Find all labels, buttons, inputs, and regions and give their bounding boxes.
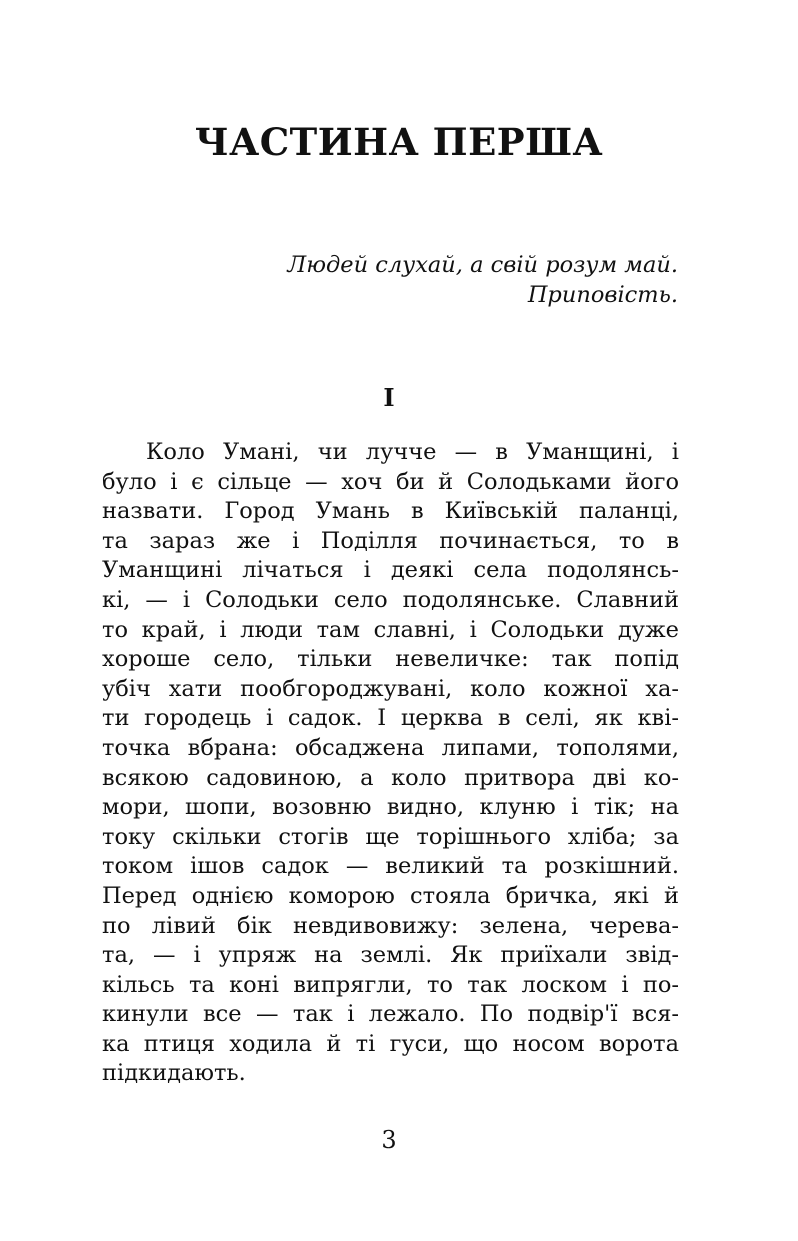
paragraph-line: кі, — і Солодьки село подолянське. Славний <box>102 586 679 613</box>
paragraph-line: ти городець і садок. І церква в селі, як кві- <box>102 705 679 732</box>
page-number: 3 <box>381 1126 397 1154</box>
paragraph-line: током ішов садок — великий та розкішний. <box>102 853 679 880</box>
epigraph <box>287 250 678 310</box>
paragraph-line: всякою садовиною, а коло притвора дві ко- <box>102 764 679 791</box>
paragraph-line: підкидають. <box>102 1060 246 1087</box>
chapter-number: I <box>383 383 395 412</box>
paragraph-line: хороше село, тільки невеличке: так попід <box>102 646 679 673</box>
paragraph-line: точка вбрана: обсаджена липами, тополями, <box>102 734 679 761</box>
paragraph-line: убіч хати пообгороджувані, коло кожної ха- <box>102 675 679 702</box>
paragraph-line: ка птиця ходила й ті гуси, що носом ворота <box>102 1030 679 1057</box>
paragraph-line: та зараз же і Поділля починається, то в <box>102 527 679 554</box>
paragraph-line: току скільки стогів ще торішнього хліба; за <box>102 823 679 850</box>
chapter-paragraph <box>102 438 679 1089</box>
paragraph-line: Уманщині лічаться і деякі села подолянсь- <box>102 557 679 584</box>
paragraph-line: Коло Умані, чи лучче — в Уманщині, і <box>146 439 679 465</box>
paragraph-line: то край, і люди там славні, і Солодьки дуже <box>102 616 679 643</box>
epigraph-source: Приповість. <box>527 282 678 308</box>
paragraph-line: кільсь та коні випрягли, то так лоском і по- <box>102 971 679 998</box>
epigraph-quote: Людей слухай, а свій розум май. <box>287 252 678 278</box>
paragraph-line: мори, шопи, возовню видно, клуню і тік; на <box>102 794 679 821</box>
part-title: ЧАСТИНА ПЕРША <box>194 120 604 164</box>
paragraph-line: кинули все — так і лежало. По подвір'ї вся- <box>102 1001 679 1028</box>
paragraph-line: Перед однією коморою стояла бричка, які й <box>102 882 679 909</box>
paragraph-line: було і є сільце — хоч би й Солодьками його <box>102 468 679 495</box>
paragraph-line: по лівий бік невдивовижу: зелена, черева- <box>102 912 679 939</box>
paragraph-line: назвати. Город Умань в Київській паланці, <box>102 498 679 525</box>
paragraph-line: та, — і упряж на землі. Як приїхали звід- <box>102 942 679 969</box>
